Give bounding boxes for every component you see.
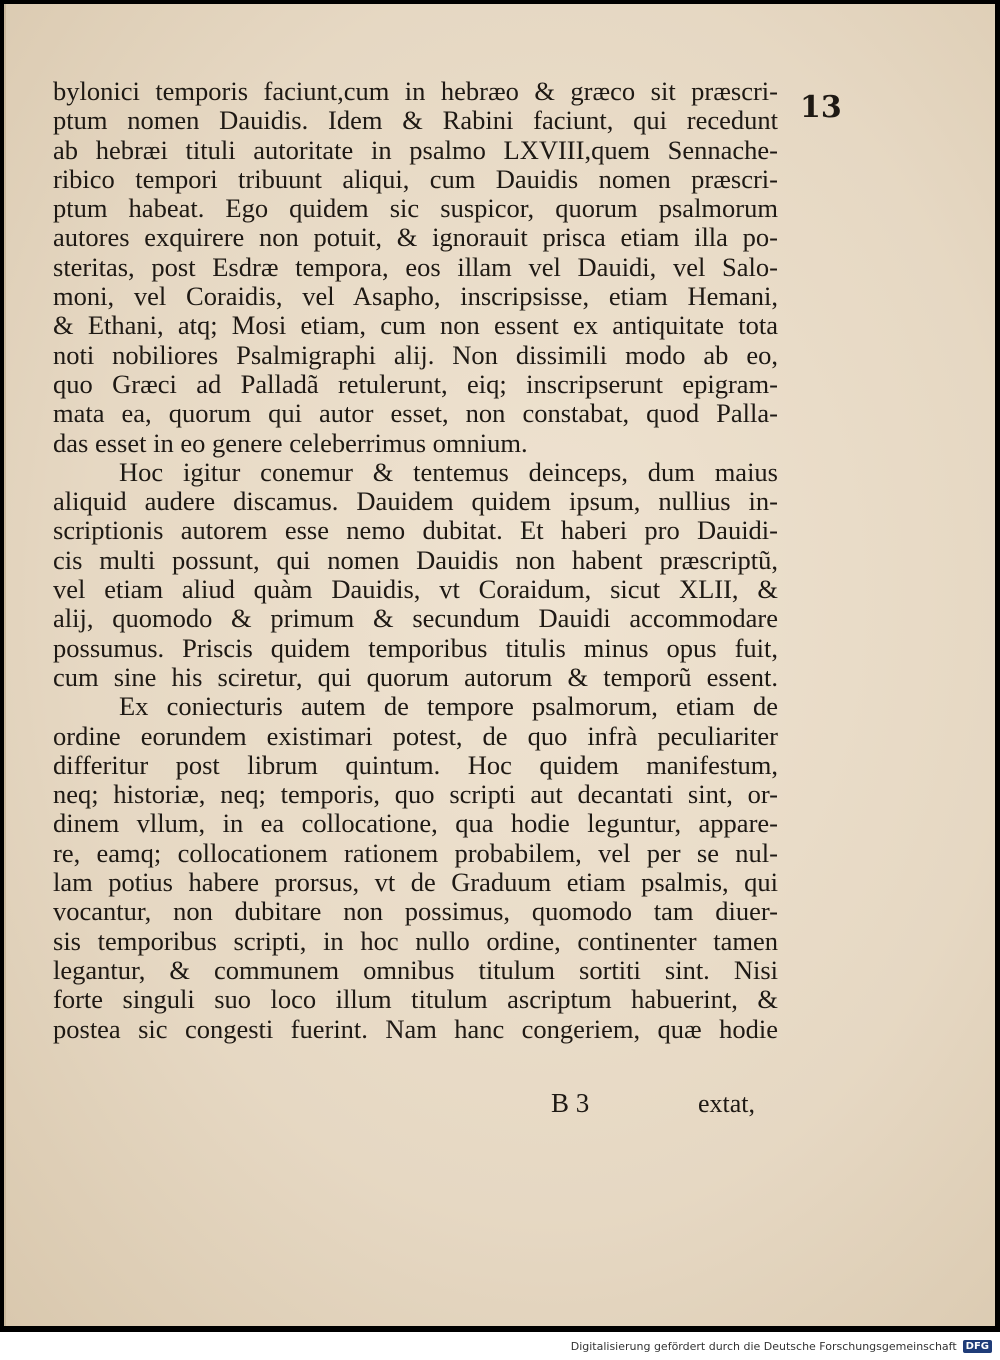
text-line: postea sic congesti fuerint. Nam hanc congeriem, quæ hodie <box>53 1014 778 1044</box>
text-line: Ex coniecturis autem de tempore psalmorum, etiam de <box>119 692 778 722</box>
text-line: Hoc igitur conemur & tentemus deinceps, dum maius <box>119 457 778 487</box>
text-line: forte singuli suo loco illum titulum ascriptum habuerint, & <box>53 985 778 1015</box>
text-line: bylonici temporis faciunt,cum in hebræo & græco sit præscri- <box>53 77 778 106</box>
text-line: cum sine his sciretur, qui quorum autorum & temporũ essent. <box>53 662 778 692</box>
text-line: scriptionis autorem esse nemo dubitat. Et haberi pro Dauidi- <box>53 516 778 546</box>
text-line: lam potius habere prorsus, vt de Graduum etiam psalmis, qui <box>53 868 778 898</box>
book-page <box>4 4 995 1326</box>
body-text <box>53 77 778 1044</box>
text-line: ab hebræi tituli autoritate in psalmo LXVIII,quem Sennache- <box>53 135 778 165</box>
signature-mark: B 3 <box>551 1088 590 1118</box>
digitization-footer <box>571 1340 992 1353</box>
text-line: sis temporibus scripti, in hoc nullo ordine, continenter tamen <box>53 926 778 956</box>
text-line: cis multi possunt, qui nomen Dauidis non habent præscriptũ, <box>53 545 778 575</box>
dfg-logo: DFG <box>963 1340 992 1353</box>
catchword: extat, <box>698 1089 756 1118</box>
text-line: vocantur, non dubitare non possimus, quomodo tam diuer- <box>53 897 778 927</box>
text-line: re, eamq; collocationem rationem probabilem, vel per se nul- <box>53 838 778 868</box>
text-line: steritas, post Esdræ tempora, eos illam vel Dauidi, vel Salo- <box>53 252 778 282</box>
text-line: mata ea, quorum qui autor esset, non constabat, quod Palla- <box>53 399 778 429</box>
text-line: noti nobiliores Psalmigraphi alij. Non dissimili modo ab eo, <box>53 340 778 370</box>
text-line: neq; historiæ, neq; temporis, quo scripti aut decantati sint, or- <box>53 780 778 810</box>
text-line: quo Græci ad Palladã retulerunt, eiq; inscripserunt epigram- <box>53 369 778 399</box>
text-line: & Ethani, atq; Mosi etiam, cum non essent ex antiquitate tota <box>53 311 778 341</box>
text-line: ptum nomen Dauidis. Idem & Rabini faciunt, qui recedunt <box>53 106 778 136</box>
text-line: ribico tempori tribuunt aliqui, cum Dauidis nomen præscri- <box>53 164 778 194</box>
text-line: moni, vel Coraidis, vel Asapho, inscripsisse, etiam Hemani, <box>53 282 778 312</box>
text-line: differitur post librum quintum. Hoc quidem manifestum, <box>53 750 778 780</box>
text-line: dinem vllum, in ea collocatione, qua hodie leguntur, appare- <box>53 809 778 839</box>
text-line: das esset in eo genere celeberrimus omnium. <box>53 428 528 458</box>
text-line: ptum habeat. Ego quidem sic suspicor, quorum psalmorum <box>53 194 778 224</box>
text-line: legantur, & communem omnibus titulum sortiti sint. Nisi <box>53 955 778 985</box>
footer-text: Digitalisierung gefördert durch die Deutsche Forschungsgemeinschaft <box>570 1340 957 1353</box>
text-line: vel etiam aliud quàm Dauidis, vt Coraidum, sicut XLII, & <box>53 575 778 605</box>
text-line: autores exquirere non potuit, & ignorauit prisca etiam illa po- <box>53 223 778 253</box>
text-line: alij, quomodo & primum & secundum Dauidi accommodare <box>53 604 778 634</box>
text-line: aliquid audere discamus. Dauidem quidem ipsum, nullius in- <box>53 487 778 517</box>
text-line: ordine eorundem existimari potest, de quo infrà peculiariter <box>53 721 778 751</box>
page-number: 13 <box>800 90 842 125</box>
text-line: possumus. Priscis quidem temporibus titulis minus opus fuit, <box>53 633 778 663</box>
